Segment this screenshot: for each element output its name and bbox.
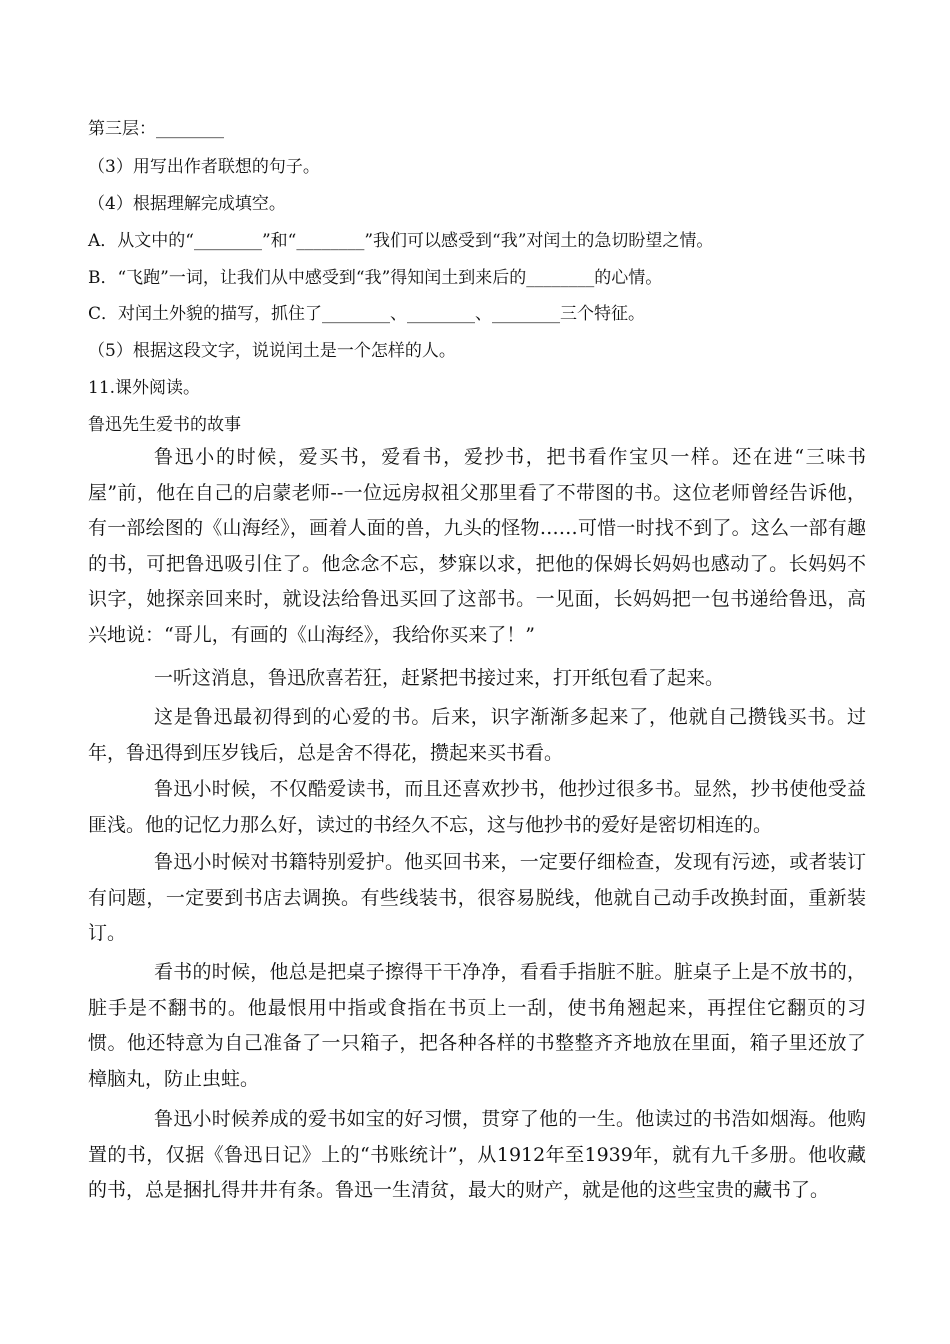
article-paragraph: 这是鲁迅最初得到的心爱的书。后来，识字渐渐多起来了，他就自己攒钱买书。过年，鲁迅得到压岁钱后，总是舍不得花，攒起来买书看。 [88,706,866,764]
article-paragraph: 鲁迅小时候，不仅酷爱读书，而且还喜欢抄书，他抄过很多书。显然，抄书使他受益匪浅。他的记忆力那么好，读过的书经久不忘，这与他抄书的爱好是密切相连的。 [88,778,866,836]
question-4-option-b: B．“飞跑”一词，让我们从中感受到“我”得知闰土到来后的________的心情。 [88,268,663,288]
question-5: （5）根据这段文字，说说闰土是一个怎样的人。 [88,341,456,361]
article-paragraph: 鲁迅小时候养成的爱书如宝的好习惯，贯穿了他的一生。他读过的书浩如烟海。他购置的书，仅据《鲁迅日记》上的“书账统计”，从1912年至1939年，就有九千多册。他收藏的书，总是捆扎得井井有条。鲁迅一生清贫，最大的财产，就是他的这些宝贵的藏书了。 [88,1108,866,1202]
layer-3-blank-line: 第三层：________ [88,119,224,139]
question-11-heading: 11.课外阅读。 [88,378,201,398]
article-paragraph: 看书的时候，他总是把桌子擦得干干净净，看看手指脏不脏。脏桌子上是不放书的，脏手是不翻书的。他最恨用中指或食指在书页上一刮，使书角翘起来，再捏住它翻页的习惯。他还特意为自己准备了一只箱子，把各种各样的书整整齐齐地放在里面，箱子里还放了樟脑丸，防止虫蛀。 [88,961,866,1090]
article-paragraph: 一听这消息，鲁迅欣喜若狂，赶紧把书接过来，打开纸包看了起来。 [154,667,725,689]
article-paragraph: 鲁迅小的时候，爱买书，爱看书，爱抄书，把书看作宝贝一样。还在进“三味书屋”前，他在自己的启蒙老师--一位远房叔祖父那里看了不带图的书。这位老师曾经告诉他，有一部绘图的《山海经》，画着人面的兽，九头的怪物……可惜一时找不到了。这么一部有趣的书，可把鲁迅吸引住了。他念念不忘，梦寐以求，把他的保姆长妈妈也感动了。长妈妈不识字，她探亲回来时，就设法给鲁迅买回了这部书。一见面，长妈妈把一包书递给鲁迅，高兴地说：“哥儿，有画的《山海经》，我给你买来了！” [88,446,866,646]
question-4-option-c: C．对闰土外貌的描写，抓住了________、________、________三个特征。 [88,304,646,324]
question-4-option-a: A．从文中的“________”和“________”我们可以感受到“我”对闰土的急切盼望之情。 [88,231,714,251]
article-paragraph: 鲁迅小时候对书籍特别爱护。他买回书来，一定要仔细检查，发现有污迹，或者装订有问题，一定要到书店去调换。有些线装书，很容易脱线，他就自己动手改换封面，重新装订。 [88,851,866,945]
question-4: （4）根据理解完成填空。 [88,194,286,214]
article-title: 鲁迅先生爱书的故事 [88,415,241,435]
question-3: （3）用写出作者联想的句子。 [88,157,320,177]
